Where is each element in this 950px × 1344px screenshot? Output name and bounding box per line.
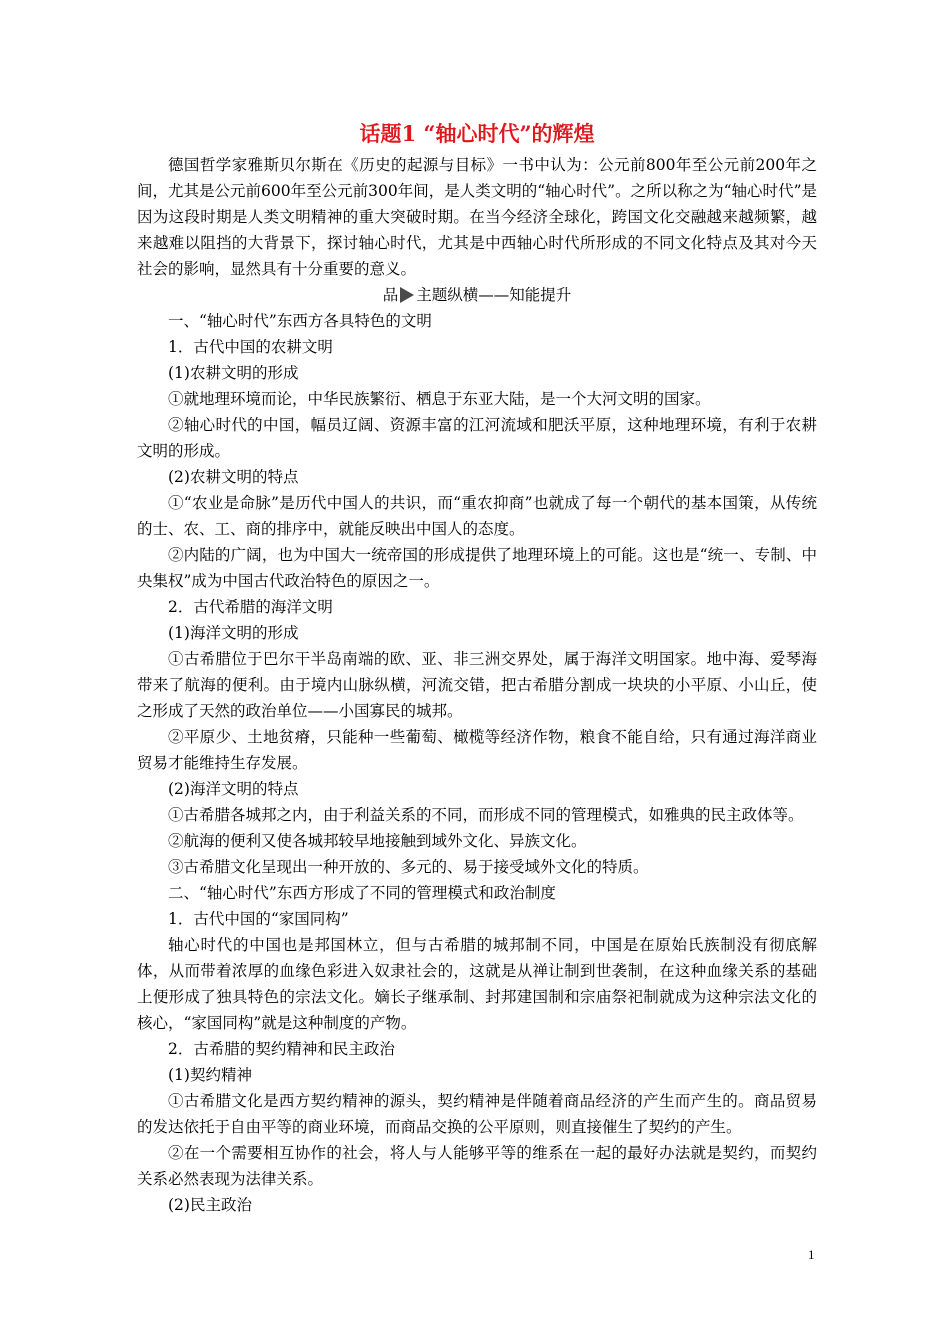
paragraph: (1)契约精神 [168, 1066, 252, 1084]
paragraph: (1)农耕文明的形成 [168, 364, 299, 382]
paragraph: ②轴心时代的中国，幅员辽阔、资源丰富的江河流域和肥沃平原，这种地理环境，有利于农耕文明的形成。 [137, 416, 817, 460]
paragraph: (2)农耕文明的特点 [168, 468, 299, 486]
paragraph: 2．古代希腊的海洋文明 [168, 598, 333, 616]
paragraph: (1)海洋文明的形成 [168, 624, 299, 642]
section-header [137, 282, 817, 308]
paragraph: 一、“轴心时代”东西方各具特色的文明 [168, 312, 432, 330]
paragraph: ①“农业是命脉”是历代中国人的共识，而“重农抑商”也就成了每一个朝代的基本国策，从传统的士、农、工、商的排序中，就能反映出中国人的态度。 [137, 494, 817, 538]
paragraph: ②在一个需要相互协作的社会，将人与人能够平等的维系在一起的最好办法就是契约，而契约关系必然表现为法律关系。 [137, 1144, 817, 1188]
intro-paragraph: 德国哲学家雅斯贝尔斯在《历史的起源与目标》一书中认为：公元前800年至公元前200年之间，尤其是公元前600年至公元前300年间，是人类文明的“轴心时代”。之所以称之为“轴心时代”是因为这段时期是人类文明精神的重大突破时期。在当今经济全球化，跨国文化交融越来越频繁，越来越难以阻挡的大背景下，探讨轴心时代，尤其是中西轴心时代所形成的不同文化特点及其对今天社会的影响，显然具有十分重要的意义。 [137, 156, 817, 278]
paragraph: ①古希腊文化是西方契约精神的源头，契约精神是伴随着商品经济的产生而产生的。商品贸易的发达依托于自由平等的商业环境，而商品交换的公平原则，则直接催生了契约的产生。 [137, 1092, 817, 1136]
paragraph: 轴心时代的中国也是邦国林立，但与古希腊的城邦制不同，中国是在原始氏族制没有彻底解体，从而带着浓厚的血缘色彩进入奴隶社会的，这就是从禅让制到世袭制，在这种血缘关系的基础上便形成了独具特色的宗法文化。嫡长子继承制、封邦建国制和宗庙祭祀制就成为这种宗法文化的核心，“家国同构”就是这种制度的产物。 [137, 936, 817, 1032]
page-number: 1 [808, 1247, 815, 1262]
paragraph: ②航海的便利又使各城邦较早地接触到域外文化、异族文化。 [168, 832, 587, 850]
document-page [137, 116, 817, 1218]
section-header-right: 主题纵横——知能提升 [416, 286, 572, 304]
paragraph: 二、“轴心时代”东西方形成了不同的管理模式和政治制度 [168, 884, 556, 902]
paragraph: 2．古希腊的契约精神和民主政治 [168, 1040, 395, 1058]
paragraph: (2)民主政治 [168, 1196, 252, 1214]
paragraph: ①就地理环境而论，中华民族繁衍、栖息于东亚大陆，是一个大河文明的国家。 [168, 390, 711, 408]
paragraph: 1．古代中国的农耕文明 [168, 338, 333, 356]
right-triangle-icon [400, 287, 414, 303]
paragraph: 1．古代中国的“家国同构” [168, 910, 349, 928]
paragraph: ①古希腊位于巴尔干半岛南端的欧、亚、非三洲交界处，属于海洋文明国家。地中海、爱琴海带来了航海的便利。由于境内山脉纵横，河流交错，把古希腊分割成一块块的小平原、小山丘，使之形成了天然的政治单位——小国寡民的城邦。 [137, 650, 817, 720]
paragraph: (2)海洋文明的特点 [168, 780, 299, 798]
paragraph: ①古希腊各城邦之内，由于利益关系的不同，而形成不同的管理模式，如雅典的民主政体等。 [168, 806, 804, 824]
paragraph: ②内陆的广阔，也为中国大一统帝国的形成提供了地理环境上的可能。这也是“统一、专制、中央集权”成为中国古代政治特色的原因之一。 [137, 546, 817, 590]
paragraph: ②平原少、土地贫瘠，只能种一些葡萄、橄榄等经济作物，粮食不能自给，只有通过海洋商业贸易才能维持生存发展。 [137, 728, 817, 772]
section-header-left: 品 [382, 286, 399, 304]
paragraph: ③古希腊文化呈现出一种开放的、多元的、易于接受域外文化的特质。 [168, 858, 649, 876]
document-title: 话题1 “轴心时代”的辉煌 [359, 121, 595, 146]
